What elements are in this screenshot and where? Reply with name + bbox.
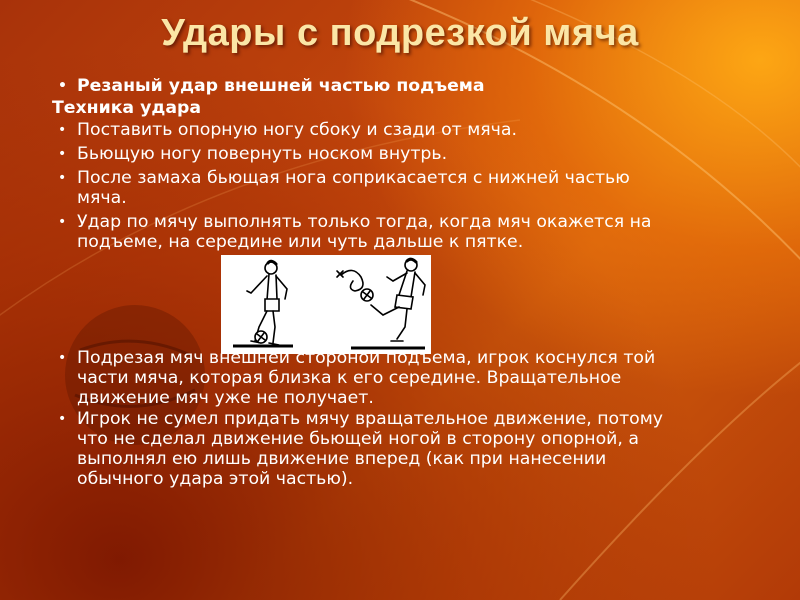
- subtitle-bullet: • Резаный удар внешней частью подъема: [52, 77, 485, 97]
- technique-bullet-3: • После замаха бьющая нога соприкасается с нижней частью: [52, 169, 630, 189]
- kick-technique-figure: [221, 255, 431, 354]
- technique-heading: Техника удара: [52, 98, 202, 118]
- error-bullet-2-line-3: выполнял ею лишь движение вперед (как при нанесении: [77, 449, 607, 469]
- technique-bullet-4: • Удар по мячу выполнять только тогда, когда мяч окажется на: [52, 213, 651, 233]
- error-bullet-2-line-2: что не сделал движение бьющей ногой в сторону опорной, а: [77, 429, 639, 449]
- technique-bullet-1: • Поставить опорную ногу сбоку и сзади от мяча.: [52, 121, 517, 141]
- error-bullet-1: • Подрезая мяч внешней стороной подъема, игрок коснулся той: [52, 349, 655, 369]
- error-bullet-2-line-4: обычного удара этой частью).: [77, 469, 354, 489]
- technique-bullet-3-cont: мяча.: [77, 188, 127, 208]
- error-bullet-1-line-3: движение мяч уже не получает.: [77, 388, 374, 408]
- technique-bullet-2: • Бьющую ногу повернуть носком внутрь.: [52, 145, 447, 165]
- error-bullet-2: • Игрок не сумел придать мячу вращательное движение, потому: [52, 410, 663, 430]
- error-bullet-1-line-2: части мяча, которая близка к его середине. Вращательное: [77, 368, 622, 388]
- slide-title: Удары с подрезкой мяча: [161, 12, 639, 54]
- football-kick-illustration-icon: [221, 255, 431, 354]
- technique-bullet-4-cont: подъеме, на середине или чуть дальше к пятке.: [77, 232, 524, 252]
